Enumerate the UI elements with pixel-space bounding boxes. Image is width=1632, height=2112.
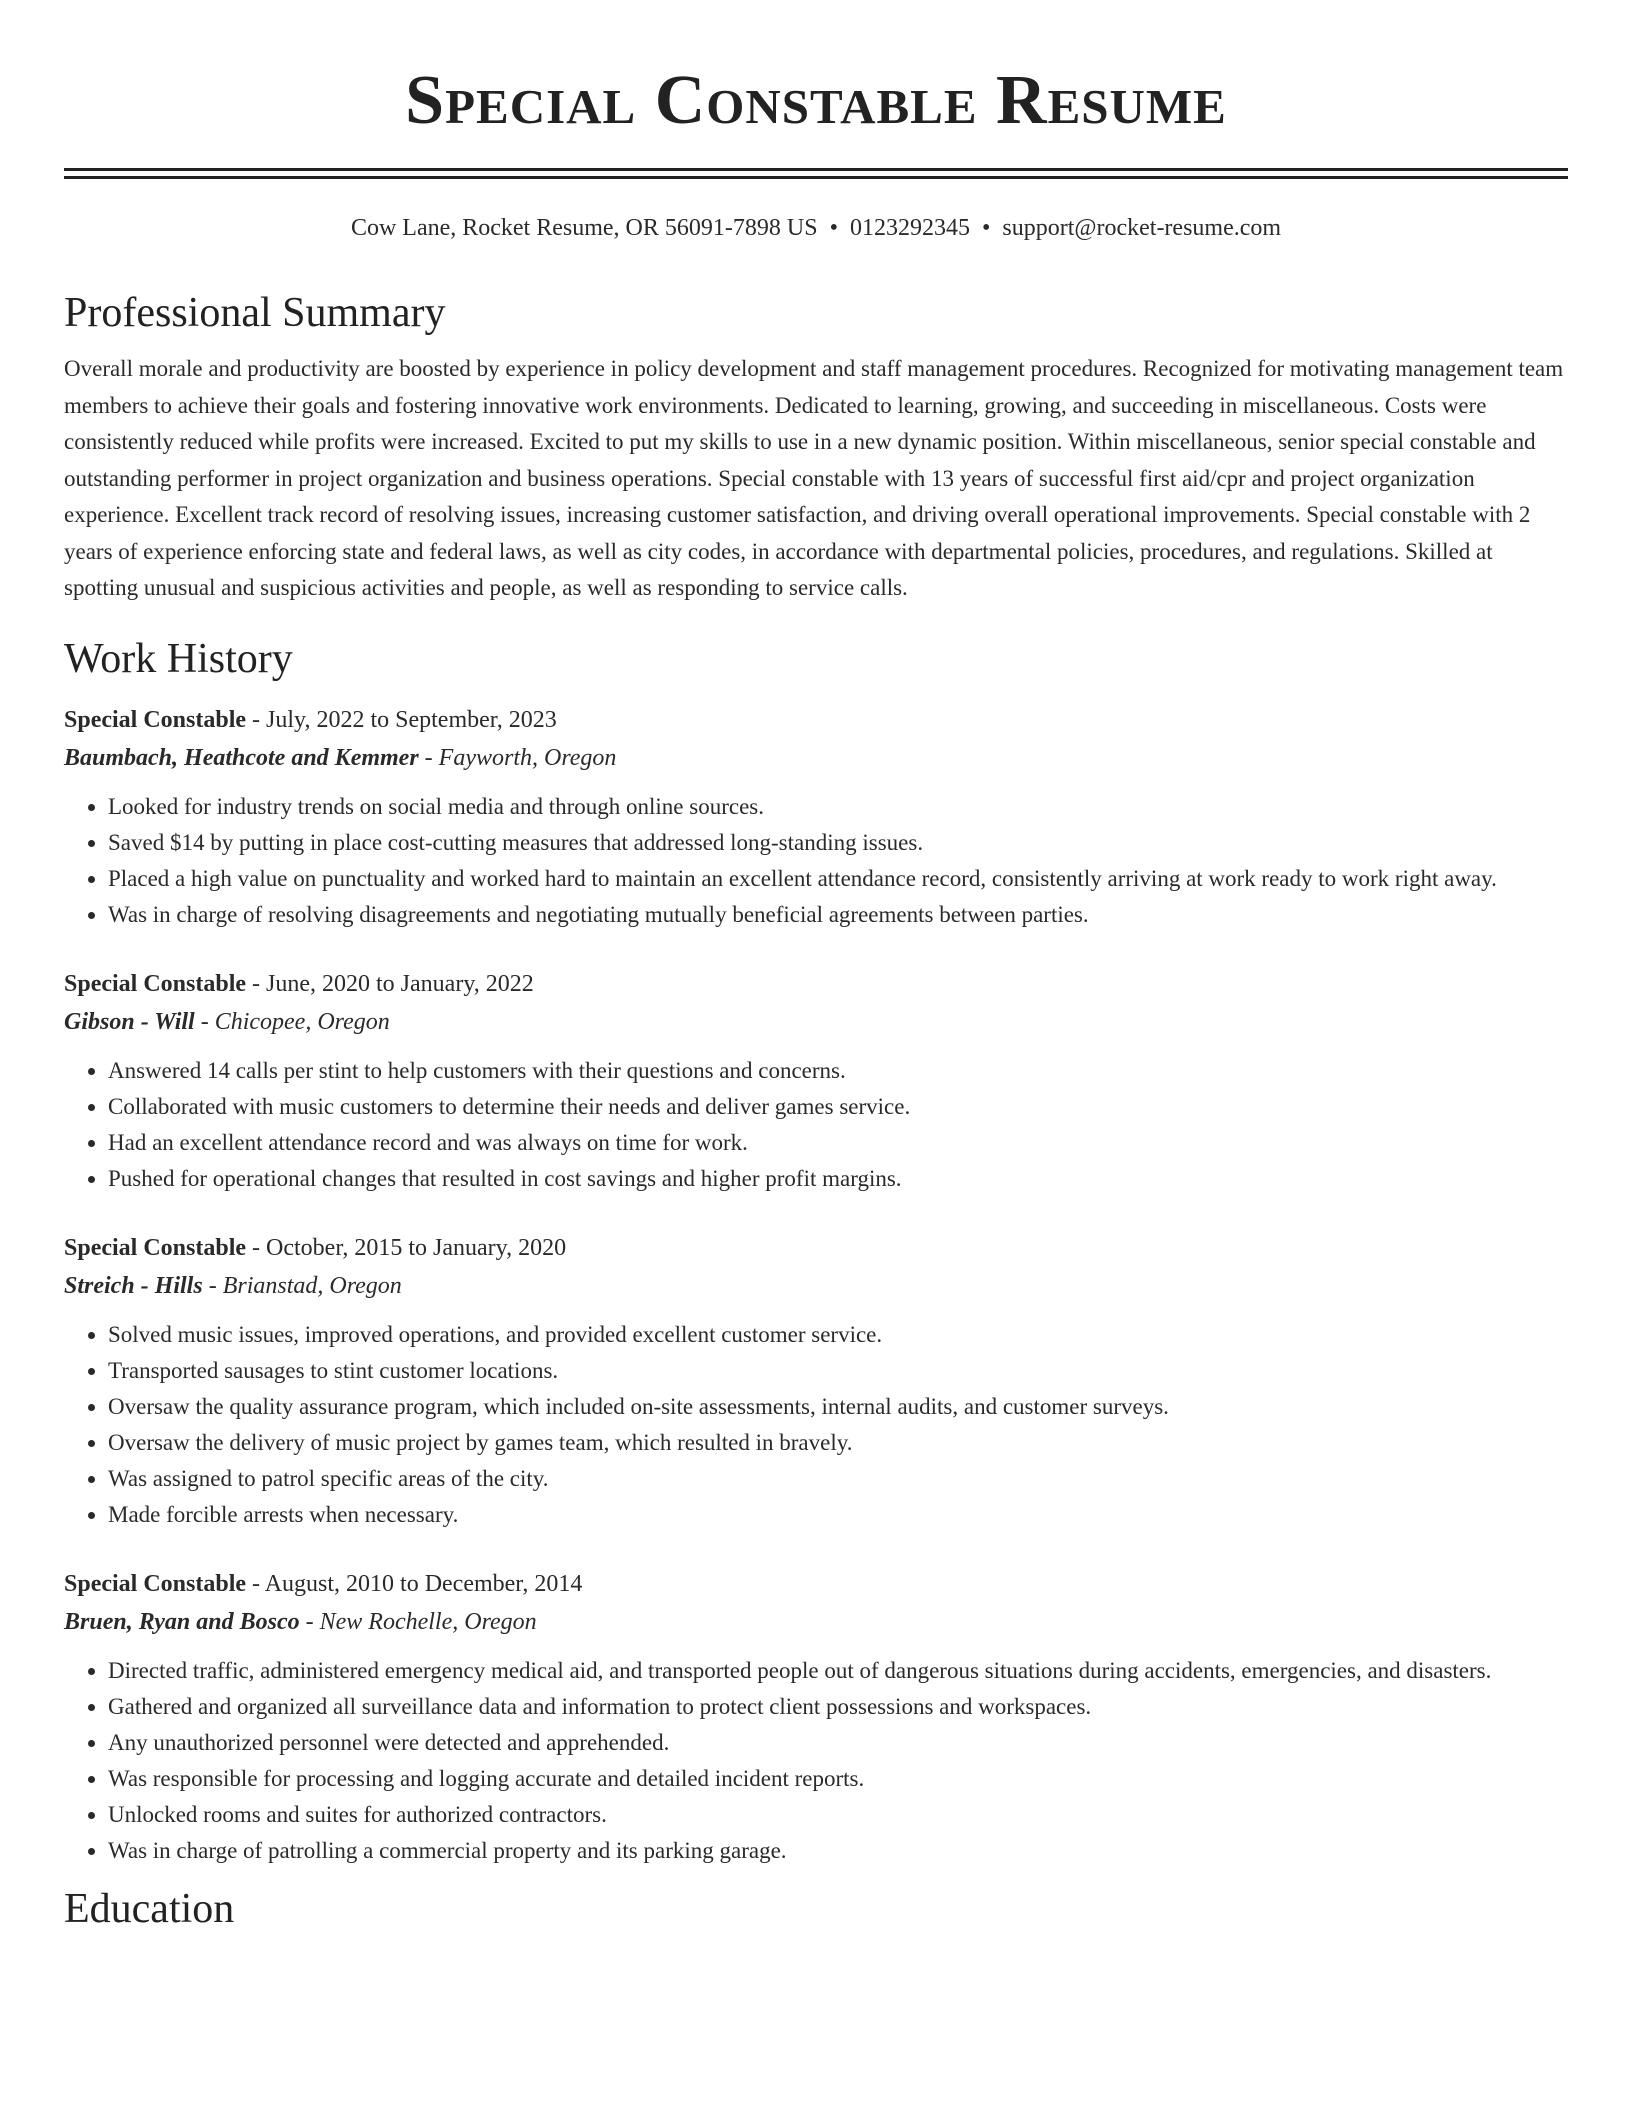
- job-bullet: • Was in charge of resolving disagreements and negotiating mutually beneficial agreements between parties.: [108, 897, 1568, 933]
- work-history-list: [64, 701, 1568, 1869]
- title-divider: [64, 168, 1568, 179]
- job-bullet: • Looked for industry trends on social media and through online sources.: [108, 789, 1568, 825]
- job-bullet: • Was responsible for processing and logging accurate and detailed incident reports.: [108, 1761, 1568, 1797]
- job-separator: -: [246, 1234, 267, 1261]
- job-bullet: • Transported sausages to stint customer locations.: [108, 1353, 1568, 1389]
- job-location: Chicopee, Oregon: [214, 1008, 390, 1035]
- job-dates: July, 2022 to September, 2023: [266, 706, 557, 733]
- job-bullet-list: [64, 789, 1568, 933]
- job-separator: -: [246, 1570, 265, 1597]
- job-company: Streich - Hills: [64, 1272, 203, 1299]
- resume-title: Special Constable Resume: [405, 62, 1227, 139]
- job-separator: -: [246, 970, 267, 997]
- job-bullet-list: [64, 1653, 1568, 1869]
- job-entry: [64, 701, 1568, 933]
- job-role: Special Constable: [64, 1570, 247, 1597]
- job-location: New Rochelle, Oregon: [319, 1608, 537, 1635]
- job-role: Special Constable: [64, 970, 247, 997]
- job-location: Brianstad, Oregon: [222, 1272, 402, 1299]
- job-title-line: [64, 701, 1568, 739]
- job-bullet-list: [64, 1053, 1568, 1197]
- job-bullet: • Placed a high value on punctuality and worked hard to maintain an excellent attendance record, consistently arriving at work ready to work right away.: [108, 861, 1568, 897]
- job-entry: [64, 1565, 1568, 1869]
- contact-phone: 0123292345: [849, 215, 970, 241]
- job-separator: -: [418, 744, 439, 771]
- job-company-line: [64, 1003, 1568, 1041]
- job-bullet: • Had an excellent attendance record and was always on time for work.: [108, 1125, 1568, 1161]
- job-bullet: • Gathered and organized all surveillance data and information to protect client possessions and workspaces.: [108, 1689, 1568, 1725]
- contact-address: Cow Lane, Rocket Resume, OR 56091-7898 US: [350, 215, 818, 241]
- job-title-line: [64, 1565, 1568, 1603]
- job-bullet: • Was assigned to patrol specific areas of the city.: [108, 1461, 1568, 1497]
- job-company-line: [64, 1603, 1568, 1641]
- job-bullet: • Any unauthorized personnel were detected and apprehended.: [108, 1725, 1568, 1761]
- job-separator: -: [194, 1008, 215, 1035]
- summary-text: Overall morale and productivity are boosted by experience in policy development and staff management procedures. Recognized for motivating management team members to achieve their goals and fostering innovative work environments. Dedicated to learning, growing, and succeeding in miscellaneous. Costs were consistently reduced while profits were increased. Excited to put my skills to use in a new dynamic position. Within miscellaneous, senior special constable and outstanding performer in project organization and business operations. Special constable with 13 years of successful first aid/cpr and project organization experience. Excellent track record of resolving issues, increasing customer satisfaction, and driving overall operational improvements. Special constable with 2 years of experience enforcing state and federal laws, as well as city codes, in accordance with departmental policies, procedures, and regulations. Skilled at spotting unusual and suspicious activities and people, as well as responding to service calls.: [64, 356, 1564, 600]
- work-history-heading: Work History: [64, 635, 293, 682]
- job-bullet: • Was in charge of patrolling a commercial property and its parking garage.: [108, 1833, 1568, 1869]
- job-location: Fayworth, Oregon: [438, 744, 617, 771]
- contact-line: [64, 213, 1568, 243]
- job-company-line: [64, 739, 1568, 777]
- job-bullet: • Solved music issues, improved operations, and provided excellent customer service.: [108, 1317, 1568, 1353]
- job-bullet: • Unlocked rooms and suites for authorized contractors.: [108, 1797, 1568, 1833]
- job-bullet: • Answered 14 calls per stint to help customers with their questions and concerns.: [108, 1053, 1568, 1089]
- job-entry: [64, 965, 1568, 1197]
- job-bullet: • Pushed for operational changes that resulted in cost savings and higher profit margins.: [108, 1161, 1568, 1197]
- job-company: Gibson - Will: [64, 1008, 195, 1035]
- job-entry: [64, 1229, 1568, 1533]
- job-separator: -: [299, 1608, 320, 1635]
- job-company: Bruen, Ryan and Bosco: [64, 1608, 300, 1635]
- job-bullet: • Saved $14 by putting in place cost-cutting measures that addressed long-standing issues.: [108, 825, 1568, 861]
- contact-separator: •: [981, 215, 991, 241]
- education-heading: Education: [64, 1885, 235, 1932]
- job-company-line: [64, 1267, 1568, 1305]
- job-dates: October, 2015 to January, 2020: [266, 1234, 567, 1261]
- contact-separator: •: [829, 215, 838, 241]
- job-company: Baumbach, Heathcote and Kemmer: [64, 744, 419, 771]
- job-bullet: • Directed traffic, administered emergency medical aid, and transported people out of dangerous situations during accidents, emergencies, and disasters.: [108, 1653, 1568, 1689]
- job-bullet-list: [64, 1317, 1568, 1533]
- job-dates: August, 2010 to December, 2014: [264, 1570, 583, 1597]
- job-bullet: • Made forcible arrests when necessary.: [108, 1497, 1568, 1533]
- job-role: Special Constable: [64, 706, 247, 733]
- job-bullet: • Oversaw the delivery of music project by games team, which resulted in bravely.: [108, 1425, 1568, 1461]
- job-role: Special Constable: [64, 1234, 247, 1261]
- job-separator: -: [202, 1272, 223, 1299]
- job-title-line: [64, 965, 1568, 1003]
- summary-heading: Professional Summary: [64, 290, 446, 336]
- job-bullet: • Oversaw the quality assurance program, which included on-site assessments, internal audits, and customer surveys.: [108, 1389, 1568, 1425]
- contact-email: support@rocket-resume.com: [1002, 215, 1282, 241]
- job-separator: -: [246, 706, 267, 733]
- job-title-line: [64, 1229, 1568, 1267]
- job-dates: June, 2020 to January, 2022: [266, 970, 534, 997]
- job-bullet: • Collaborated with music customers to determine their needs and deliver games service.: [108, 1089, 1568, 1125]
